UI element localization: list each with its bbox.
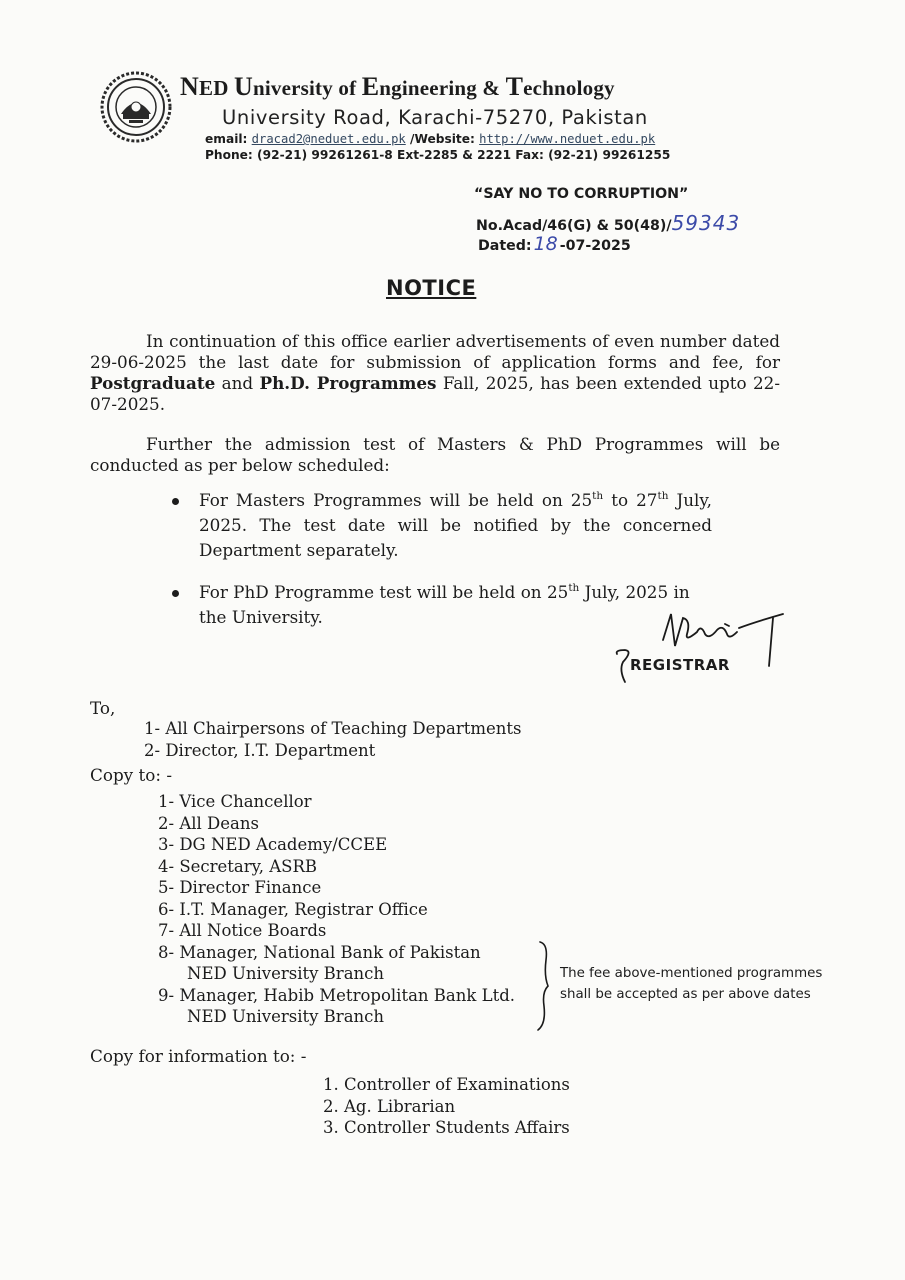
contact-email-website: email: dracad2@neduet.edu.pk /Website: http://www.neduet.edu.pk: [205, 132, 656, 146]
information-list: [323, 1074, 570, 1139]
handwritten-signature: [605, 610, 795, 690]
list-item: 1- All Chairpersons of Teaching Departments: [144, 719, 522, 738]
list-item: 4- Secretary, ASRB: [158, 856, 318, 876]
copy-to-label: Copy to: -: [90, 765, 173, 785]
to-list: [144, 718, 521, 761]
list-item: 5- Director Finance: [158, 878, 322, 897]
contact-phone: Phone: (92-21) 99261261-8 Ext-2285 & 2221 Fax: (92-21) 99261255: [205, 148, 671, 162]
university-address: University Road, Karachi-75270, Pakistan: [222, 106, 648, 129]
to-label: To,: [90, 698, 116, 718]
notice-paragraph-1: In continuation of this office earlier advertisements of even number dated 29-06-2025 the last date for submission of application forms and fee, for Postgraduate and Ph.D. Programmes Fall, 2025, has been extended upto 22-07-2025.: [90, 331, 780, 414]
registrar-title: REGISTRAR: [630, 656, 730, 674]
bullet-dot: [172, 590, 179, 597]
dated-line: Dated: 18 -07-2025: [478, 233, 631, 255]
list-item: 3- DG NED Academy/CCEE: [158, 835, 388, 854]
email-link[interactable]: dracad2@neduet.edu.pk: [251, 132, 406, 146]
copy-to-list: [158, 791, 515, 1028]
list-item: 7- All Notice Boards: [158, 921, 327, 940]
list-item: 2- Director, I.T. Department: [144, 740, 376, 760]
bullet-masters-test: For Masters Programmes will be held on 25th to 27th July, 2025. The test date will be notified by the concerned Department separately.: [199, 490, 713, 560]
fee-note-line: shall be accepted as per above dates: [560, 987, 811, 1002]
reference-number: No.Acad/46(G) & 50(48)/59343: [476, 211, 741, 235]
list-item: NED University Branch: [187, 964, 385, 983]
list-item: 6- I.T. Manager, Registrar Office: [158, 899, 428, 919]
copy-for-information-label: Copy for information to: -: [90, 1046, 307, 1066]
list-item: 9- Manager, Habib Metropolitan Bank Ltd.: [158, 985, 516, 1005]
list-item: NED University Branch: [187, 1007, 385, 1026]
list-item: 2- All Deans: [158, 813, 259, 833]
list-item: 1- Vice Chancellor: [158, 792, 312, 811]
fee-note: [560, 963, 822, 1005]
bullet-phd-test: For PhD Programme test will be held on 25th July, 2025 in the University.: [199, 582, 690, 627]
slogan: “SAY NO TO CORRUPTION”: [474, 186, 689, 202]
fee-note-line: The fee above-mentioned programmes: [560, 966, 823, 981]
notice-paragraph-2: Further the admission test of Masters & PhD Programmes will be conducted as per below scheduled:: [90, 434, 780, 475]
website-link[interactable]: http://www.neduet.edu.pk: [479, 132, 656, 146]
list-item: 2. Ag. Librarian: [323, 1096, 456, 1116]
notice-title: NOTICE: [386, 276, 477, 300]
bullet-dot: [172, 498, 179, 505]
university-logo: [99, 70, 173, 144]
handwritten-brace: [536, 940, 558, 1032]
list-item: 1. Controller of Examinations: [323, 1075, 570, 1094]
handwritten-day: 18: [533, 233, 558, 255]
university-name: NED University of Engineering & Technology: [180, 72, 615, 101]
list-item: 3. Controller Students Affairs: [323, 1118, 570, 1137]
list-item: 8- Manager, National Bank of Pakistan: [158, 942, 481, 962]
handwritten-ref-number: 59343: [671, 211, 741, 235]
